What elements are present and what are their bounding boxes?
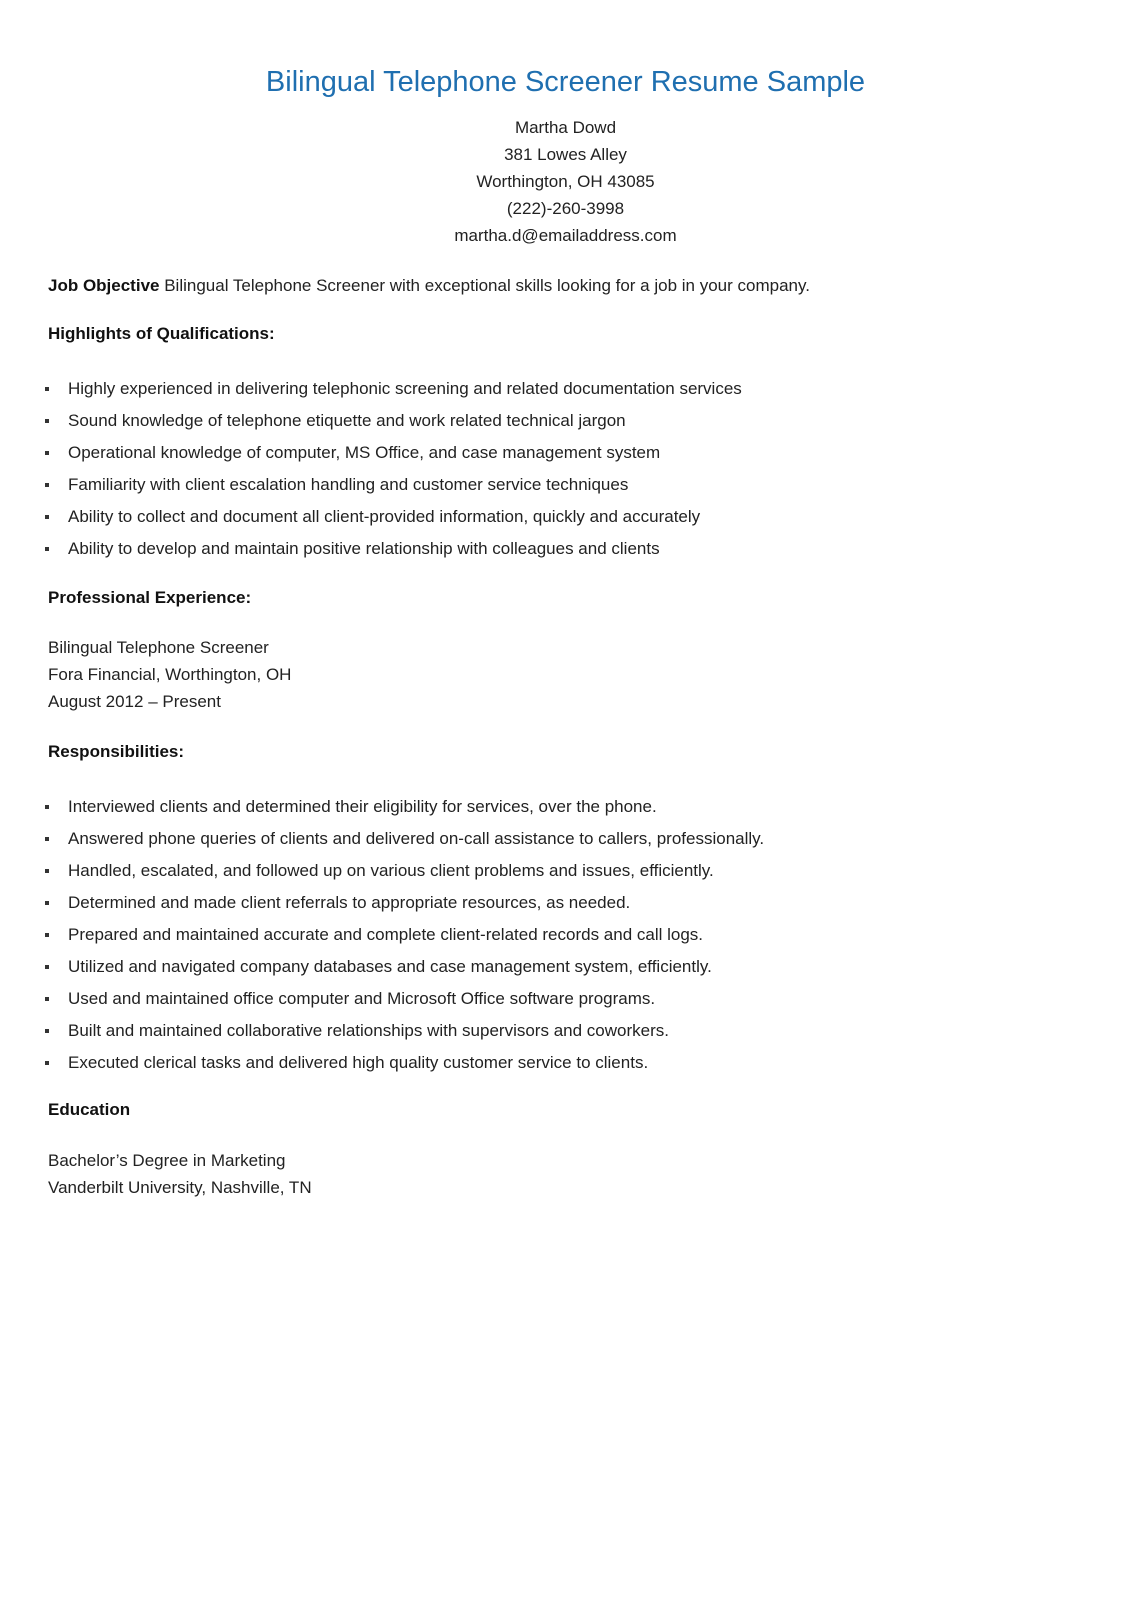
contact-email: martha.d@emailaddress.com <box>454 226 677 245</box>
highlight-text: Familiarity with client escalation handling and customer service techniques <box>68 475 629 494</box>
responsibility-text: Utilized and navigated company databases and case management system, efficiently. <box>68 957 712 976</box>
responsibility-item <box>48 891 1088 923</box>
highlight-item <box>48 473 1088 505</box>
highlights-list-wrap <box>48 377 1088 569</box>
highlights-heading: Highlights of Qualifications: <box>48 324 275 343</box>
responsibility-text: Used and maintained office computer and Microsoft Office software programs. <box>68 989 656 1008</box>
responsibility-item <box>48 987 1088 1019</box>
highlight-text: Ability to develop and maintain positive relationship with colleagues and clients <box>68 539 660 558</box>
highlight-text: Sound knowledge of telephone etiquette and work related technical jargon <box>68 411 626 430</box>
responsibility-item <box>48 923 1088 955</box>
contact-street: 381 Lowes Alley <box>504 145 627 164</box>
responsibility-item <box>48 859 1088 891</box>
responsibility-text: Executed clerical tasks and delivered high quality customer service to clients. <box>68 1053 649 1072</box>
bullet-icon <box>45 419 49 423</box>
experience-heading: Professional Experience: <box>48 588 252 607</box>
bullet-icon <box>45 997 49 1001</box>
responsibilities-section <box>48 740 1088 764</box>
highlight-item <box>48 505 1088 537</box>
highlights-section <box>48 322 1088 346</box>
bullet-icon <box>45 483 49 487</box>
responsibilities-list <box>48 795 1088 1083</box>
responsibility-text: Built and maintained collaborative relationships with supervisors and coworkers. <box>68 1021 669 1040</box>
job-objective-text: Bilingual Telephone Screener with exceptional skills looking for a job in your company. <box>164 276 810 295</box>
job-dates: August 2012 – Present <box>48 692 221 711</box>
responsibility-item <box>48 955 1088 987</box>
education-section <box>48 1098 1088 1122</box>
responsibility-item <box>48 1051 1088 1083</box>
bullet-icon <box>45 805 49 809</box>
degree: Bachelor’s Degree in Marketing <box>48 1151 286 1170</box>
bullet-icon <box>45 869 49 873</box>
highlight-item <box>48 377 1088 409</box>
bullet-icon <box>45 547 49 551</box>
responsibility-text: Answered phone queries of clients and delivered on-call assistance to callers, professionally. <box>68 829 765 848</box>
education-heading: Education <box>48 1100 131 1119</box>
contact-phone: (222)-260-3998 <box>506 199 625 218</box>
highlight-text: Ability to collect and document all client-provided information, quickly and accurately <box>68 507 701 526</box>
bullet-icon <box>45 901 49 905</box>
responsibilities-heading: Responsibilities: <box>48 742 185 761</box>
responsibility-item <box>48 795 1088 827</box>
education-details <box>48 1149 1088 1203</box>
highlights-list <box>48 377 1088 569</box>
experience-section <box>48 586 1088 610</box>
responsibility-item <box>48 827 1088 859</box>
responsibility-item <box>48 1019 1088 1051</box>
bullet-icon <box>45 1061 49 1065</box>
responsibility-text: Determined and made client referrals to appropriate resources, as needed. <box>68 893 631 912</box>
bullet-icon <box>45 451 49 455</box>
bullet-icon <box>45 387 49 391</box>
bullet-icon <box>45 965 49 969</box>
contact-city: Worthington, OH 43085 <box>476 172 655 191</box>
job-title: Bilingual Telephone Screener <box>48 638 269 657</box>
bullet-icon <box>45 837 49 841</box>
highlight-text: Highly experienced in delivering telephonic screening and related documentation services <box>68 379 742 398</box>
highlight-item <box>48 537 1088 569</box>
highlight-item <box>48 409 1088 441</box>
job-objective-label: Job Objective <box>48 276 160 295</box>
highlight-text: Operational knowledge of computer, MS Office, and case management system <box>68 443 661 462</box>
contact-block <box>0 114 1131 249</box>
school: Vanderbilt University, Nashville, TN <box>48 1178 312 1197</box>
bullet-icon <box>45 515 49 519</box>
contact-name: Martha Dowd <box>514 118 617 137</box>
company: Fora Financial, Worthington, OH <box>48 665 292 684</box>
responsibility-text: Interviewed clients and determined their eligibility for services, over the phone. <box>68 797 657 816</box>
bullet-icon <box>45 933 49 937</box>
highlight-item <box>48 441 1088 473</box>
responsibilities-list-wrap <box>48 795 1088 1083</box>
bullet-icon <box>45 1029 49 1033</box>
responsibility-text: Prepared and maintained accurate and complete client-related records and call logs. <box>68 925 704 944</box>
job-objective <box>48 274 1088 298</box>
responsibility-text: Handled, escalated, and followed up on various client problems and issues, efficiently. <box>68 861 714 880</box>
page-title: Bilingual Telephone Screener Resume Sample <box>265 66 866 98</box>
experience-details <box>48 636 1088 717</box>
